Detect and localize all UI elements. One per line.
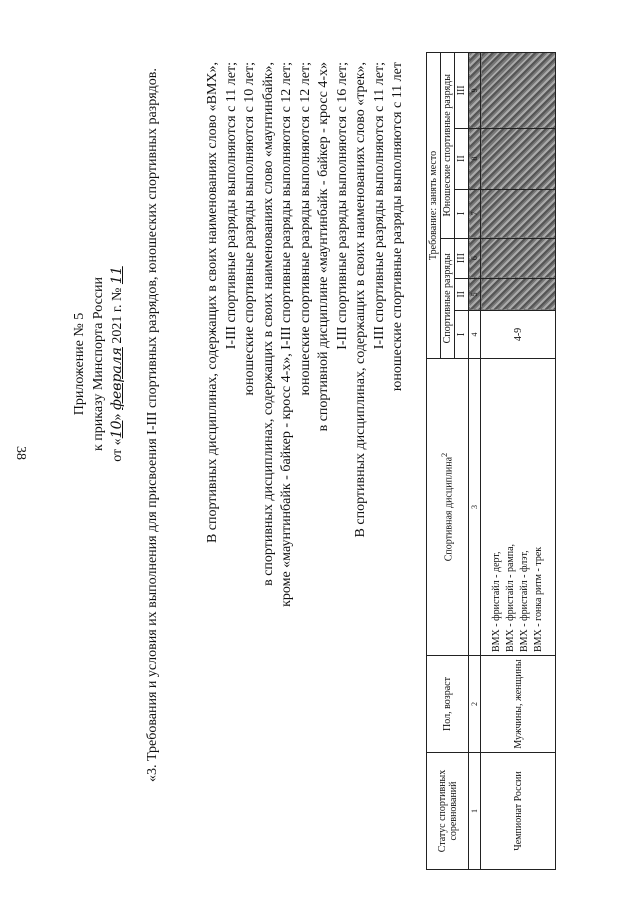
redacted-cell [481, 128, 556, 189]
grade-cell: III [455, 53, 469, 129]
condition-line: в спортивной дисциплине «маунтинбайк - байкер - кросс 4-х» [316, 62, 331, 432]
annex-block [70, 244, 127, 484]
grade-cell: II [455, 278, 469, 310]
section-heading: «3. Требования и условия их выполнения для присвоения I-III спортивных разрядов, юношеских спортивных разрядов. [145, 68, 160, 782]
place-cell: 4-9 [481, 310, 556, 358]
redacted-cell [481, 189, 556, 238]
condition-line: В спортивных дисциплинах, содержащих в своих наименованиях слово «BMX», [205, 62, 220, 544]
annex-title: Приложение № 5 [72, 312, 87, 416]
annex-date: от «10» февраля 2021 г. № 11 [109, 266, 125, 462]
annex-order: к приказу Минспорта России [91, 277, 106, 451]
grade-cell: I [455, 310, 469, 358]
condition-line: I-III спортивные разряды выполняются с 11 лет; [223, 62, 239, 350]
condition-line: в спортивных дисциплинах, содержащих в своих наименованиях слово «маунтинбайк», [260, 62, 276, 586]
col-number: 1 [469, 753, 481, 870]
header-discipline: Спортивная дисциплина$^2$ [427, 359, 469, 656]
header-gender: Пол, возраст [427, 656, 469, 753]
grade-cell: II [455, 128, 469, 189]
header-sport-grades: Спортивные разряды [441, 238, 455, 358]
col-number: 9 [469, 53, 481, 129]
col-number: 5 [469, 278, 481, 310]
redacted-cell [481, 238, 556, 278]
rotated-page [8, 12, 628, 892]
requirements-table [426, 52, 556, 870]
page-number: 38 [13, 446, 28, 460]
col-number: 2 [469, 656, 481, 753]
header-requirement: Требование: занять место [427, 53, 441, 359]
gender-cell: Мужчины, женщины [481, 656, 556, 753]
col-number: 8 [469, 128, 481, 189]
header-youth-grades: Юношеские спортивные разряды [441, 53, 455, 239]
status-cell: Чемпионат России [481, 753, 556, 870]
condition-line: I-III спортивные разряды выполняются с 11 лет; [371, 62, 387, 350]
condition-line: I-III спортивные разряды выполняются с 16 лет; [334, 62, 350, 350]
grade-cell: III [455, 238, 469, 278]
col-number: 4 [469, 310, 481, 358]
condition-line: кроме «маунтинбайк - байкер - кросс 4-х», I-III спортивные разряды выполняются с 12 лет; [279, 62, 294, 607]
condition-line: юношеские спортивные разряды выполняются с 11 лет [390, 62, 405, 392]
grade-cell: I [455, 189, 469, 238]
col-number: 3 [469, 359, 481, 656]
condition-line: юношеские спортивные разряды выполняются с 12 лет; [297, 62, 313, 396]
redacted-cell [481, 278, 556, 310]
condition-line: юношеские спортивные разряды выполняются с 10 лет; [242, 62, 257, 396]
conditions-text [204, 62, 408, 742]
col-number: 7 [469, 189, 481, 238]
col-number: 6 [469, 238, 481, 278]
header-status: Статус спортивных соревнований [427, 753, 469, 870]
table-row [481, 53, 556, 870]
redacted-cell [481, 53, 556, 129]
discipline-cell: BMX - фристайл - дерт, BMX - фристайл - рампа, BMX - фристайл - флэт, BMX - гонка ритм - трек [481, 359, 556, 656]
condition-line: В спортивных дисциплинах, содержащих в своих наименованиях слово «трек», [353, 62, 368, 538]
